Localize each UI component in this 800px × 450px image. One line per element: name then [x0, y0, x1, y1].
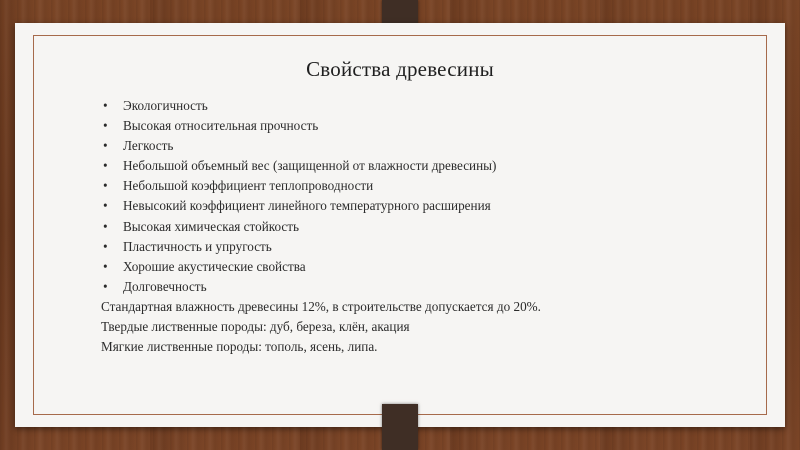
slide-title: Свойства древесины [306, 57, 494, 81]
list-item-text: Высокая химическая стойкость [123, 218, 300, 234]
bottom-clip [382, 404, 418, 450]
list-item: • Высокая относительная прочность [103, 118, 319, 134]
list-item: • Легкость [103, 138, 174, 154]
list-item: • Пластичность и упругость [103, 238, 272, 254]
list-item: • Экологичность [103, 98, 208, 113]
list-item-text: Небольшой объемный вес (защищенной от влажности древесины) [123, 158, 497, 174]
list-item-text: Хорошие акустические свойства [123, 258, 306, 274]
list-item-text: Легкость [123, 138, 174, 154]
list-item-text: Экологичность [123, 98, 208, 113]
paragraph-moisture: Стандартная влажность древесины 12%, в строительстве допускается до 20%. [101, 298, 541, 314]
list-item: • Небольшой объемный вес (защищенной от влажности древесины) [103, 158, 497, 174]
list-item-text: Пластичность и упругость [123, 238, 272, 254]
slide [15, 23, 785, 427]
list-item-text: Долговечность [123, 278, 207, 294]
list-item: • Высокая химическая стойкость [103, 218, 300, 234]
list-item: • Небольшой коэффициент теплопроводности [103, 178, 374, 194]
list-item: • Невысокий коэффициент линейного температурного расширения [103, 198, 491, 214]
list-item-text: Невысокий коэффициент линейного температурного расширения [123, 198, 491, 214]
paragraph-hardwood: Твердые лиственные породы: дуб, береза, клён, акация [101, 319, 410, 335]
list-item: • Хорошие акустические свойства [103, 258, 306, 274]
slide-content [101, 96, 761, 357]
list-item: • Долговечность [103, 278, 207, 294]
bullet-list [101, 96, 761, 297]
list-item-text: Небольшой коэффициент теплопроводности [123, 178, 374, 194]
paragraph-softwood: Мягкие лиственные породы: тополь, ясень, липа. [101, 339, 378, 355]
list-item-text: Высокая относительная прочность [123, 118, 319, 134]
